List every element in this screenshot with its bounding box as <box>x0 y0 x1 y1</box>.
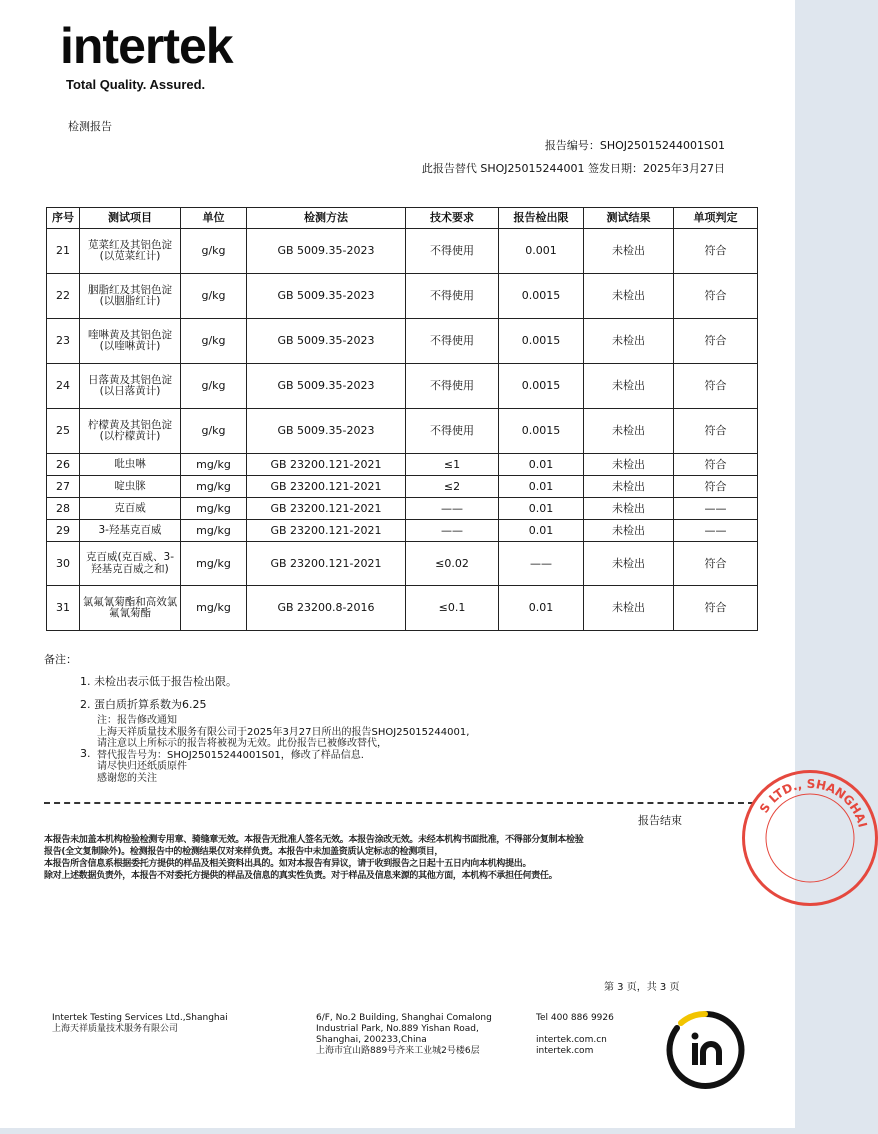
unit: mg/kg <box>181 542 247 586</box>
requirement: —— <box>406 498 499 520</box>
table-row <box>47 476 758 498</box>
row-index: 31 <box>47 586 80 631</box>
test-method: GB 5009.35-2023 <box>247 364 406 409</box>
requirement: —— <box>406 520 499 542</box>
document-type: 检测报告 <box>68 120 112 133</box>
address-cn: 上海市宜山路889号齐来工业城2号楼6层 <box>316 1046 480 1056</box>
test-item: 柠檬黄及其铝色淀(以柠檬黄计) <box>80 409 181 454</box>
test-item: 氯氟氰菊酯和高效氯氟氰菊酯 <box>80 586 181 631</box>
footer-address <box>316 1013 492 1057</box>
company-seal <box>742 770 878 906</box>
table-row <box>47 229 758 274</box>
unit: mg/kg <box>181 476 247 498</box>
test-item: 吡虫啉 <box>80 454 181 476</box>
footer-company <box>52 1013 228 1035</box>
col-header: 技术要求 <box>406 208 499 229</box>
row-index: 22 <box>47 274 80 319</box>
disclaimer-line: 除对上述数据负责外，本报告不对委托方提供的样品及信息的真实性负责。对于样品及信息来源的其他方面，本机构不承担任何责任。 <box>44 871 558 881</box>
detection-limit: 0.0015 <box>499 319 584 364</box>
table-row <box>47 520 758 542</box>
remark-3-line: 上海天祥质量技术服务有限公司于2025年3月27日所出的报告SHOJ25015244001, <box>97 726 470 738</box>
disclaimer-line: 报告(全文复制除外)。检测报告中的检测结果仅对来样负责。本报告中未加盖资质认定标志的检测项目， <box>44 847 444 857</box>
col-header: 检测方法 <box>247 208 406 229</box>
remark-3-line: 请注意以上所标示的报告将被视为无效。此份报告已被修改替代， <box>97 738 387 749</box>
col-header: 单项判定 <box>674 208 758 229</box>
table-header-row <box>47 208 758 229</box>
remark-3-line: 替代报告号为：SHOJ25015244001S01，修改了样品信息. <box>97 749 364 761</box>
table-row <box>47 364 758 409</box>
dashed-divider <box>44 802 754 804</box>
unit: mg/kg <box>181 454 247 476</box>
judgment: 符合 <box>674 586 758 631</box>
remark-3-line: 感谢您的关注 <box>97 772 157 784</box>
unit: g/kg <box>181 319 247 364</box>
end-of-report: 报告结束 <box>638 814 682 827</box>
company-en: Intertek Testing Services Ltd.,Shanghai <box>52 1013 228 1023</box>
test-result: 未检出 <box>584 229 674 274</box>
test-item: 啶虫脒 <box>80 476 181 498</box>
requirement: 不得使用 <box>406 274 499 319</box>
intertek-emblem <box>663 1008 747 1096</box>
detection-limit: 0.01 <box>499 454 584 476</box>
test-item: 克百威 <box>80 498 181 520</box>
intertek-logo: intertek <box>60 18 233 74</box>
unit: mg/kg <box>181 586 247 631</box>
test-item: 日落黄及其铝色淀(以日落黄计) <box>80 364 181 409</box>
col-header: 报告检出限 <box>499 208 584 229</box>
row-index: 25 <box>47 409 80 454</box>
judgment: 符合 <box>674 454 758 476</box>
judgment: 符合 <box>674 229 758 274</box>
requirement: 不得使用 <box>406 409 499 454</box>
requirement: 不得使用 <box>406 319 499 364</box>
unit: g/kg <box>181 229 247 274</box>
requirement: ≤2 <box>406 476 499 498</box>
judgment: 符合 <box>674 274 758 319</box>
result-table <box>46 207 758 631</box>
requirement: ≤0.02 <box>406 542 499 586</box>
report-number: 报告编号：SHOJ25015244001S01 <box>544 139 725 152</box>
test-item: 胭脂红及其铝色淀(以胭脂红计) <box>80 274 181 319</box>
detection-limit: 0.01 <box>499 586 584 631</box>
website-cn: intertek.com.cn <box>536 1035 607 1045</box>
row-index: 27 <box>47 476 80 498</box>
test-result: 未检出 <box>584 520 674 542</box>
test-method: GB 23200.121-2021 <box>247 476 406 498</box>
test-result: 未检出 <box>584 274 674 319</box>
detection-limit: 0.0015 <box>499 274 584 319</box>
test-method: GB 23200.8-2016 <box>247 586 406 631</box>
table-row <box>47 319 758 364</box>
requirement: 不得使用 <box>406 364 499 409</box>
test-method: GB 23200.121-2021 <box>247 520 406 542</box>
remark-3-body <box>97 715 617 784</box>
remarks-title: 备注： <box>44 653 77 666</box>
unit: mg/kg <box>181 498 247 520</box>
table-row <box>47 409 758 454</box>
address-line: Industrial Park, No.889 Yishan Road, <box>316 1024 479 1034</box>
unit: g/kg <box>181 409 247 454</box>
detection-limit: 0.0015 <box>499 364 584 409</box>
judgment: 符合 <box>674 364 758 409</box>
telephone: Tel 400 886 9926 <box>536 1013 614 1023</box>
unit: mg/kg <box>181 520 247 542</box>
requirement: ≤1 <box>406 454 499 476</box>
test-result: 未检出 <box>584 409 674 454</box>
svg-text:S LTD., SHANGHAI <box>757 777 870 829</box>
judgment: 符合 <box>674 409 758 454</box>
col-header: 测试结果 <box>584 208 674 229</box>
test-result: 未检出 <box>584 542 674 586</box>
judgment: —— <box>674 520 758 542</box>
remark-2: 2. 蛋白质折算系数为6.25 <box>80 698 207 711</box>
intertek-emblem-icon <box>663 1008 747 1092</box>
test-method: GB 5009.35-2023 <box>247 319 406 364</box>
test-item: 苋菜红及其铝色淀(以苋菜红计) <box>80 229 181 274</box>
unit: g/kg <box>181 274 247 319</box>
test-method: GB 23200.121-2021 <box>247 498 406 520</box>
requirement: 不得使用 <box>406 229 499 274</box>
detection-limit: 0.01 <box>499 498 584 520</box>
detection-limit: 0.01 <box>499 476 584 498</box>
test-result: 未检出 <box>584 364 674 409</box>
col-header: 测试项目 <box>80 208 181 229</box>
row-index: 21 <box>47 229 80 274</box>
row-index: 28 <box>47 498 80 520</box>
judgment: —— <box>674 498 758 520</box>
disclaimer <box>44 834 754 882</box>
remark-3-number: 3. <box>80 747 91 760</box>
test-result: 未检出 <box>584 476 674 498</box>
disclaimer-line: 本报告所含信息系根据委托方提供的样品及相关资料出具的。如对本报告有异议，请于收到报告之日起十五日内向本机构提出。 <box>44 859 532 869</box>
remark-3-line: 注：报告修改通知 <box>97 715 177 726</box>
row-index: 26 <box>47 454 80 476</box>
test-method: GB 5009.35-2023 <box>247 274 406 319</box>
test-result: 未检出 <box>584 586 674 631</box>
detection-limit: —— <box>499 542 584 586</box>
footer-contact <box>536 1013 614 1057</box>
row-index: 24 <box>47 364 80 409</box>
seal-icon <box>745 773 875 903</box>
table-row <box>47 454 758 476</box>
test-method: GB 5009.35-2023 <box>247 229 406 274</box>
detection-limit: 0.01 <box>499 520 584 542</box>
unit: g/kg <box>181 364 247 409</box>
judgment: 符合 <box>674 476 758 498</box>
row-index: 23 <box>47 319 80 364</box>
page-number: 第 3 页，共 3 页 <box>604 982 680 993</box>
replace-line: 此报告替代 SHOJ25015244001 签发日期：2025年3月27日 <box>421 162 725 175</box>
judgment: 符合 <box>674 319 758 364</box>
company-cn: 上海天祥质量技术服务有限公司 <box>52 1024 179 1034</box>
table-row <box>47 274 758 319</box>
test-item: 克百威(克百威、3-羟基克百威之和) <box>80 542 181 586</box>
test-method: GB 23200.121-2021 <box>247 454 406 476</box>
remark-1: 1. 未检出表示低于报告检出限。 <box>80 675 237 688</box>
disclaimer-line: 本报告未加盖本机构检验检测专用章、骑缝章无效。本报告无批准人签名无效。本报告涂改无效。未经本机构书面批准，不得部分复制本检验 <box>44 835 584 845</box>
col-header: 单位 <box>181 208 247 229</box>
row-index: 30 <box>47 542 80 586</box>
test-result: 未检出 <box>584 498 674 520</box>
table-row <box>47 542 758 586</box>
detection-limit: 0.0015 <box>499 409 584 454</box>
test-method: GB 23200.121-2021 <box>247 542 406 586</box>
test-result: 未检出 <box>584 319 674 364</box>
seal-text: S LTD., SHANGHAI <box>756 776 870 829</box>
detection-limit: 0.001 <box>499 229 584 274</box>
col-header: 序号 <box>47 208 80 229</box>
row-index: 29 <box>47 520 80 542</box>
test-item: 3-羟基克百威 <box>80 520 181 542</box>
address-line: 6/F, No.2 Building, Shanghai Comalong <box>316 1013 492 1023</box>
address-line: Shanghai, 200233,China <box>316 1035 427 1045</box>
requirement: ≤0.1 <box>406 586 499 631</box>
judgment: 符合 <box>674 542 758 586</box>
test-method: GB 5009.35-2023 <box>247 409 406 454</box>
logo-tagline: Total Quality. Assured. <box>66 77 206 92</box>
test-item: 喹啉黄及其铝色淀(以喹啉黄计) <box>80 319 181 364</box>
remark-3-line: 请尽快归还纸质原件 <box>97 761 187 772</box>
table-row <box>47 586 758 631</box>
test-result: 未检出 <box>584 454 674 476</box>
table-row <box>47 498 758 520</box>
website: intertek.com <box>536 1046 594 1056</box>
